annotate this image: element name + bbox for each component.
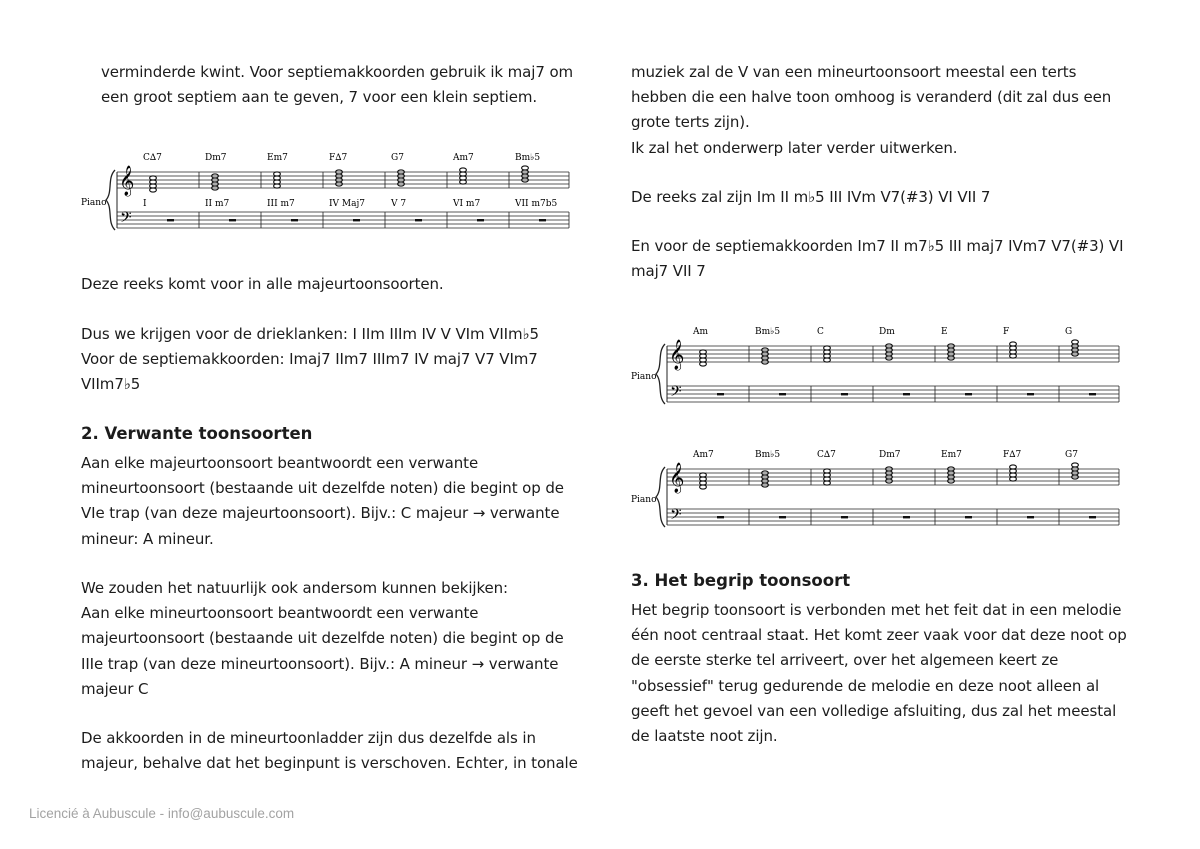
paragraph-triads-sevenths: Dus we krijgen voor de drieklanken: I IIm IIIm IV V VIm VIIm♭5 Voor de septiemakkoorden: Imaj7 IIm7 IIIm7 IV maj7 V7 VIm7 VIIm7♭5 <box>81 325 539 394</box>
chord-symbol: F <box>1003 327 1010 337</box>
paragraph-key-concept: Het begrip toonsoort is verbonden met het feit dat in een melodie één noot centraal staat. Het komt zeer vaak voor dat deze noot op de eerste sterke tel arriveert, over het algemeen keert ze "obsessief" terug gedurende de melodie en deze noot alleen al geeft het gevoel van een volledige afsluiting, dus zal het meestal de laatste noot zijn. <box>631 601 1127 746</box>
chord-symbol: Dm7 <box>879 450 901 460</box>
score-minor-sevenths-svg <box>629 445 1123 535</box>
treble-clef-icon: 𝄞 <box>669 463 685 493</box>
whole-rest-icon <box>477 219 484 221</box>
score-instrument-label: Piano <box>81 198 107 208</box>
chord-symbol: Dm <box>879 327 895 337</box>
whole-rest-icon <box>903 393 910 395</box>
chord-symbol: C∆7 <box>143 153 162 163</box>
license-footer: Licencié à Aubuscule - info@aubuscule.com <box>29 806 295 821</box>
chord-symbol: Am7 <box>693 450 714 460</box>
whole-rest-icon <box>167 219 174 221</box>
paragraph-minor-series: De reeks zal zijn Im II m♭5 III IVm V7(#3) VI VII 7 <box>631 188 991 206</box>
bass-clef-icon: 𝄢 <box>670 506 682 527</box>
treble-clef-icon: 𝄞 <box>119 166 135 196</box>
paragraph-relative-major: We zouden het natuurlijk ook andersom kunnen bekijken: Aan elke mineurtoonsoort beantwoordt een verwante majeurtoonsoort (bestaande uit dezelfde noten) die begint op de IIIe trap (van deze mineurtoonsoort). Bijv.: A mineur → verwante majeur C <box>81 579 564 698</box>
chord-symbol: C <box>817 327 824 337</box>
score-instrument-label: Piano <box>631 372 657 382</box>
chord-symbol: Em7 <box>267 153 288 163</box>
score-major-chords <box>79 148 573 238</box>
whole-rest-icon <box>1089 516 1096 518</box>
score-major-chords-svg <box>79 148 573 238</box>
chord-symbol: Em7 <box>941 450 962 460</box>
chord-symbol: E <box>941 327 948 337</box>
paragraph-series-major: Deze reeks komt voor in alle majeurtoonsoorten. <box>81 275 444 293</box>
roman-numeral-label: I <box>143 199 147 209</box>
whole-rest-icon <box>779 516 786 518</box>
whole-rest-icon <box>965 516 972 518</box>
treble-clef-icon: 𝄞 <box>669 340 685 370</box>
roman-numeral-label: II m7 <box>205 199 230 209</box>
whole-rest-icon <box>841 393 848 395</box>
whole-rest-icon <box>291 219 298 221</box>
intro-line-2: een groot septiem aan te geven, 7 voor een klein septiem. <box>101 88 538 106</box>
roman-numeral-label: III m7 <box>267 199 295 209</box>
score-minor-triads-svg <box>629 322 1123 412</box>
whole-rest-icon <box>415 219 422 221</box>
bass-clef-icon: 𝄢 <box>120 209 132 230</box>
roman-numeral-label: VII m7b5 <box>515 199 558 209</box>
brace <box>656 344 665 404</box>
brace <box>656 467 665 527</box>
score-instrument-label: Piano <box>631 495 657 505</box>
whole-rest-icon <box>1027 393 1034 395</box>
chord-symbol: Am7 <box>453 153 474 163</box>
score-minor-triads <box>629 322 1123 412</box>
chord-symbol: C∆7 <box>817 450 836 460</box>
bass-clef-icon: 𝄢 <box>670 383 682 404</box>
whole-rest-icon <box>717 393 724 395</box>
chord-symbol: Bm♭5 <box>755 327 781 337</box>
heading-key-concept: 3. Het begrip toonsoort <box>631 571 851 590</box>
intro-line-1: verminderde kwint. Voor septiemakkoorden gebruik ik maj7 om <box>101 63 574 81</box>
roman-numeral-label: V 7 <box>391 199 407 209</box>
heading-related-keys: 2. Verwante toonsoorten <box>81 424 313 443</box>
chord-symbol: G <box>1065 327 1073 337</box>
paragraph-minor-dominant: muziek zal de V van een mineurtoonsoort meestal een terts hebben die een halve toon omhoog is veranderd (dit zal dus een grote terts zijn). Ik zal het onderwerp later verder uitwerken. <box>631 63 1112 157</box>
whole-rest-icon <box>1089 393 1096 395</box>
whole-rest-icon <box>779 393 786 395</box>
roman-numeral-label: IV Maj7 <box>329 199 366 209</box>
whole-rest-icon <box>353 219 360 221</box>
whole-rest-icon <box>717 516 724 518</box>
whole-rest-icon <box>1027 516 1034 518</box>
chord-symbol: G7 <box>1065 450 1078 460</box>
whole-rest-icon <box>903 516 910 518</box>
chord-symbol: Bm♭5 <box>755 450 781 460</box>
chord-symbol: Bm♭5 <box>515 153 541 163</box>
whole-rest-icon <box>229 219 236 221</box>
paragraph-relative-minor: Aan elke majeurtoonsoort beantwoordt een verwante mineurtoonsoort (bestaande uit dezelfde noten) die begint op de VIe trap (van deze majeurtoonsoort). Bijv.: C majeur → verwante mineur: A mineur. <box>81 454 564 548</box>
chord-symbol: F∆7 <box>1003 450 1022 460</box>
chord-symbol: F∆7 <box>329 153 348 163</box>
paragraph-minor-chords: De akkoorden in de mineurtoonladder zijn dus dezelfde als in majeur, behalve dat het beginpunt is verschoven. Echter, in tonale <box>81 729 578 773</box>
whole-rest-icon <box>539 219 546 221</box>
chord-symbol: Am <box>693 327 709 337</box>
roman-numeral-label: VI m7 <box>453 199 481 209</box>
score-minor-sevenths <box>629 445 1123 535</box>
chord-symbol: G7 <box>391 153 404 163</box>
whole-rest-icon <box>965 393 972 395</box>
chord-symbol: Dm7 <box>205 153 227 163</box>
whole-rest-icon <box>841 516 848 518</box>
paragraph-minor-sevenths: En voor de septiemakkoorden Im7 II m7♭5 III maj7 IVm7 V7(#3) VI maj7 VII 7 <box>631 237 1124 281</box>
brace <box>106 170 115 230</box>
